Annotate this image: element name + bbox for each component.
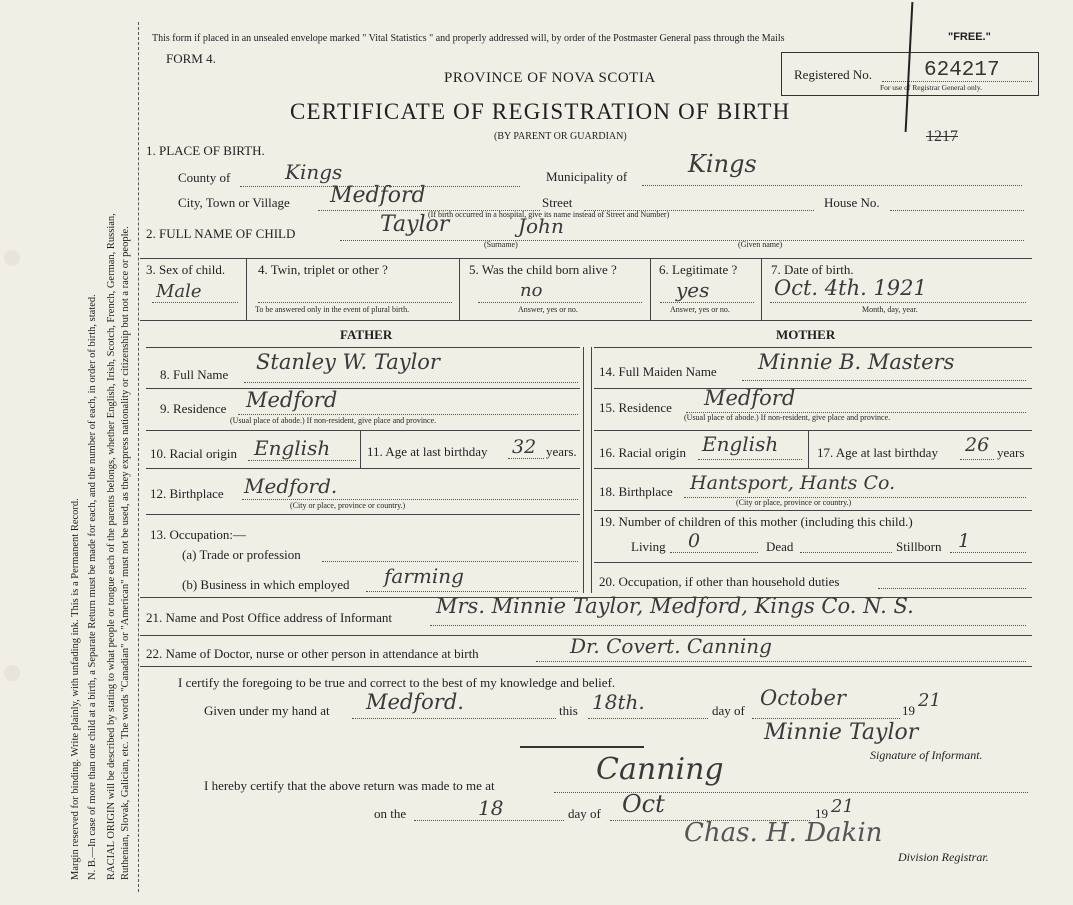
this-line xyxy=(588,718,708,719)
father-racial-line xyxy=(248,460,356,461)
trade-line xyxy=(322,561,578,562)
county-label: County of xyxy=(178,170,231,185)
registrar-note: For use of Registrar General only. xyxy=(880,83,982,92)
father-residence-label: 9. Residence xyxy=(160,401,227,416)
street-label: Street xyxy=(542,195,573,210)
punch-hole xyxy=(4,665,20,681)
dead-line xyxy=(800,552,892,553)
year-prefix: 19 xyxy=(902,703,915,718)
struck-number: 1217 xyxy=(926,128,958,145)
rule xyxy=(594,347,1032,348)
dead-label: Dead xyxy=(766,539,794,554)
father-residence-note: (Usual place of abode.) If non-resident, give place and province. xyxy=(230,416,437,425)
certificate-subtitle: (BY PARENT OR GUARDIAN) xyxy=(494,131,627,142)
rule xyxy=(459,258,460,320)
mother-racial-label: 16. Racial origin xyxy=(599,445,687,460)
trade-label: (a) Trade or profession xyxy=(182,547,301,562)
registrar-day-value: 18 xyxy=(478,796,504,820)
date-of-birth-label: 7. Date of birth. xyxy=(771,262,854,277)
margin-note: RACIAL ORIGIN will be described by stating to what people or tongue each of the parents belongs, whether English, Irish, Scotch, French, German, Russian, xyxy=(106,213,117,880)
rule xyxy=(594,562,1032,563)
mother-residence-label: 15. Residence xyxy=(599,400,672,415)
informant-value: Mrs. Minnie Taylor, Medford, Kings Co. N. S. xyxy=(436,594,914,618)
mother-residence-value: Medford xyxy=(704,386,796,410)
registered-label: Registered No. xyxy=(794,67,872,82)
father-name-line xyxy=(244,382,578,383)
twin-note: To be answered only in the event of plural birth. xyxy=(255,305,410,314)
sex-label: 3. Sex of child. xyxy=(146,262,226,277)
informant-signature: Minnie Taylor xyxy=(764,720,919,745)
registrar-year-value: 21 xyxy=(831,796,854,817)
mother-racial-value: English xyxy=(702,432,779,456)
punch-hole xyxy=(4,250,20,266)
rule xyxy=(140,258,1032,259)
county-value: Kings xyxy=(285,160,343,184)
rule xyxy=(808,430,809,468)
month-line xyxy=(752,718,900,719)
city-value: Medford xyxy=(330,183,426,208)
registered-value: 624217 xyxy=(924,59,1000,82)
business-label: (b) Business in which employed xyxy=(182,577,350,592)
rule xyxy=(594,388,1032,389)
municipality-label: Municipality of xyxy=(546,169,628,184)
legitimate-label: 6. Legitimate ? xyxy=(659,262,738,277)
father-birthplace-value: Medford. xyxy=(244,474,338,498)
house-label: House No. xyxy=(824,195,880,210)
living-line xyxy=(670,552,758,553)
on-the-label: on the xyxy=(374,806,407,821)
doctor-label: 22. Name of Doctor, nurse or other person in attendance at birth xyxy=(146,646,479,661)
alive-value: no xyxy=(520,280,543,301)
registrar-day-line xyxy=(414,820,564,821)
mother-name-value: Minnie B. Masters xyxy=(758,350,955,374)
father-residence-value: Medford xyxy=(246,388,338,412)
children-label: 19. Number of children of this mother (including this child.) xyxy=(599,514,913,529)
mother-name-line xyxy=(742,380,1026,381)
form-number: FORM 4. xyxy=(166,51,216,66)
municipality-line xyxy=(642,185,1022,186)
mother-birthplace-label: 18. Birthplace xyxy=(599,484,673,499)
rule xyxy=(360,430,361,468)
informant-label: 21. Name and Post Office address of Informant xyxy=(146,610,392,625)
father-racial-value: English xyxy=(254,436,331,460)
day-of-label: day of xyxy=(712,703,745,718)
mother-residence-note: (Usual place of abode.) If non-resident, give place and province. xyxy=(684,413,891,422)
living-label: Living xyxy=(631,539,666,554)
informant-line xyxy=(430,625,1026,626)
signature-caption: Signature of Informant. xyxy=(870,748,983,762)
month-value: October xyxy=(760,686,846,710)
certificate-title: CERTIFICATE OF REGISTRATION OF BIRTH xyxy=(290,99,791,124)
house-line xyxy=(890,210,1024,211)
child-name-label: 2. FULL NAME OF CHILD xyxy=(146,226,296,241)
mother-occupation-label: 20. Occupation, if other than household duties xyxy=(599,574,840,589)
registrar-place-value: Canning xyxy=(596,752,724,787)
rule xyxy=(594,430,1032,431)
rule xyxy=(140,666,1032,667)
mother-years: years xyxy=(997,445,1025,460)
father-birthplace-line xyxy=(242,499,578,500)
mother-heading: MOTHER xyxy=(776,327,836,342)
stillborn-value: 1 xyxy=(958,530,971,552)
registrar-signature: Chas. H. Dakin xyxy=(684,818,883,848)
father-occupation-label: 13. Occupation:— xyxy=(150,527,247,542)
father-age-line xyxy=(508,458,544,459)
date-note: Month, day, year. xyxy=(862,305,918,314)
father-age-label: 11. Age at last birthday xyxy=(367,444,488,459)
legitimate-value: yes xyxy=(676,278,710,302)
surname-caption: (Surname) xyxy=(484,240,518,249)
given-under-label: Given under my hand at xyxy=(204,703,330,718)
father-heading: FATHER xyxy=(340,327,393,342)
business-value: farming xyxy=(384,564,464,588)
place-of-birth-heading: 1. PLACE OF BIRTH. xyxy=(146,143,265,158)
margin-note: Ruthenian, Slovak, Galician, etc. The words "Canadian" or "American" must not be used, as they express nationality or citizenship but not a race or people. xyxy=(120,226,131,880)
rule xyxy=(246,258,247,320)
doctor-line xyxy=(536,661,1026,662)
legitimate-note: Answer, yes or no. xyxy=(670,305,730,314)
rule xyxy=(594,510,1032,511)
child-surname: Taylor xyxy=(380,212,450,237)
mother-age-value: 26 xyxy=(965,434,990,456)
given-name-caption: (Given name) xyxy=(738,240,783,249)
registered-line xyxy=(882,81,1032,82)
municipality-value: Kings xyxy=(688,150,757,178)
mother-birthplace-note: (City or place, province or country.) xyxy=(736,498,852,507)
alive-line xyxy=(478,302,642,303)
alive-label: 5. Was the child born alive ? xyxy=(469,262,617,277)
father-name-label: 8. Full Name xyxy=(160,367,229,382)
registrar-year-prefix: 19 xyxy=(815,806,828,821)
sex-line xyxy=(152,302,238,303)
doctor-value: Dr. Covert. Canning xyxy=(570,634,772,658)
alive-note: Answer, yes or no. xyxy=(518,305,578,314)
this-value: 18th. xyxy=(592,690,645,714)
father-years: years. xyxy=(546,444,577,459)
mother-age-label: 17. Age at last birthday xyxy=(817,445,938,460)
child-given-name: John xyxy=(518,214,564,238)
rule xyxy=(650,258,651,320)
twin-label: 4. Twin, triplet or other ? xyxy=(258,262,388,277)
stillborn-label: Stillborn xyxy=(896,539,942,554)
rule xyxy=(146,468,580,469)
mother-age-line xyxy=(960,459,994,460)
margin-note: N. B.—In case of more than one child at a birth, a Separate Return must be made for each, and the number of each, in order of birth, stated. xyxy=(87,294,98,880)
mail-notice: This form if placed in an unsealed envelope marked " Vital Statistics " and properly addressed will, by order of the Postmaster General pass through the Mails xyxy=(152,33,785,44)
given-place-line xyxy=(352,718,556,719)
city-label: City, Town or Village xyxy=(178,195,290,210)
father-birthplace-label: 12. Birthplace xyxy=(150,486,224,501)
father-racial-label: 10. Racial origin xyxy=(150,446,238,461)
registrar-day-of-label: day of xyxy=(568,806,601,821)
rule xyxy=(594,468,1032,469)
this-label: this xyxy=(559,703,578,718)
binding-margin-line xyxy=(138,22,139,892)
province-heading: PROVINCE OF NOVA SCOTIA xyxy=(444,70,656,86)
hospital-note: (If birth occurred in a hospital, give its name instead of Street and Number) xyxy=(428,210,670,219)
year-value: 21 xyxy=(918,690,941,711)
mother-racial-line xyxy=(698,459,802,460)
stillborn-line xyxy=(950,552,1026,553)
mother-birthplace-value: Hantsport, Hants Co. xyxy=(690,472,896,494)
rule xyxy=(146,430,580,431)
given-place-value: Medford. xyxy=(366,690,464,714)
free-label: "FREE." xyxy=(948,31,991,43)
rule xyxy=(761,258,762,320)
margin-note: Margin reserved for binding. Write plainly, with unfading ink. This is a Permanent Record. xyxy=(70,498,81,880)
father-age-value: 32 xyxy=(512,436,537,458)
mother-occupation-line xyxy=(878,588,1026,589)
certify-statement: I certify the foregoing to be true and correct to the best of my knowledge and belief. xyxy=(178,675,616,690)
date-line xyxy=(770,302,1026,303)
rule xyxy=(146,388,580,389)
mother-name-label: 14. Full Maiden Name xyxy=(599,364,717,379)
registrar-caption: Division Registrar. xyxy=(898,850,989,864)
sex-value: Male xyxy=(156,281,202,302)
rule xyxy=(146,514,580,515)
twin-line xyxy=(258,302,452,303)
registrar-statement: I hereby certify that the above return was made to me at xyxy=(204,778,495,793)
rule xyxy=(520,746,644,748)
date-of-birth-value: Oct. 4th. 1921 xyxy=(774,276,927,300)
rule xyxy=(140,320,1032,321)
child-name-line xyxy=(340,240,1024,241)
business-line xyxy=(366,591,578,592)
rule xyxy=(146,347,580,348)
living-value: 0 xyxy=(688,530,701,552)
rule xyxy=(591,347,592,593)
father-birthplace-note: (City or place, province or country.) xyxy=(290,501,406,510)
registrar-month-value: Oct xyxy=(622,790,665,818)
father-residence-line xyxy=(238,414,578,415)
rule xyxy=(583,347,584,593)
father-name-value: Stanley W. Taylor xyxy=(256,350,440,374)
legitimate-line xyxy=(660,302,754,303)
